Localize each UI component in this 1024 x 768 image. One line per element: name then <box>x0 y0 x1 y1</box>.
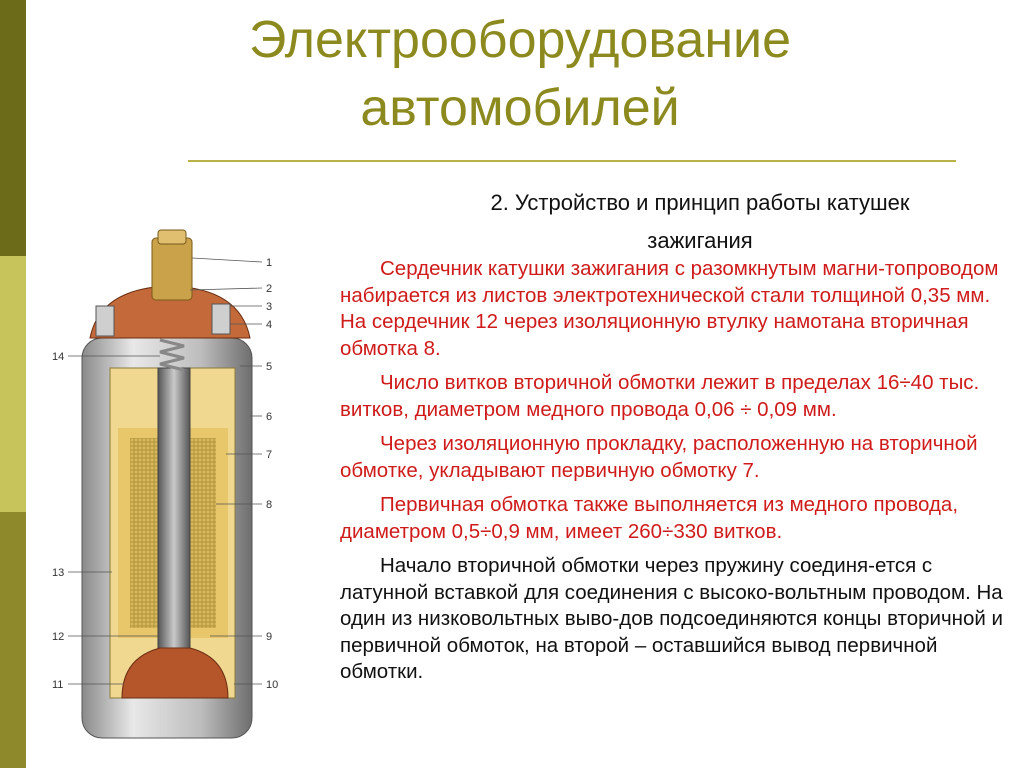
slide-body <box>340 256 1010 694</box>
paragraph-primary: Первичная обмотка также выполняется из медного провода, диаметром 0,5÷0,9 мм, имеет 260÷330 витков. <box>340 493 959 543</box>
label-4: 4 <box>266 319 273 331</box>
low-voltage-terminal-left <box>96 306 114 336</box>
subtitle-line-1: 2. Устройство и принцип работы катушек <box>490 190 910 215</box>
title-line-1: Электрооборудование <box>248 11 792 69</box>
slide-title <box>140 6 900 142</box>
label-8: 8 <box>266 499 273 511</box>
label-7: 7 <box>266 449 273 461</box>
side-strip-bottom <box>0 512 26 768</box>
low-voltage-terminal-right <box>212 304 230 334</box>
paragraph-turns: Число витков вторичной обмотки лежит в пределах 16÷40 тыс. витков, диаметром медного провода 0,06 ÷ 0,09 мм. <box>340 371 980 421</box>
ignition-coil-diagram <box>40 228 300 758</box>
side-strip-middle <box>0 256 26 512</box>
coil-core <box>158 368 190 688</box>
label-9: 9 <box>266 631 273 643</box>
label-12: 12 <box>52 631 65 643</box>
label-10: 10 <box>266 679 279 691</box>
label-11: 11 <box>52 679 64 691</box>
slide-subtitle <box>400 184 1000 260</box>
paragraph-insulation: Через изоляционную прокладку, расположенную на вторичной обмотке, укладывают первичную обмотку 7. <box>340 432 978 482</box>
subtitle-line-2: зажигания <box>647 228 753 253</box>
paragraph-connection: Начало вторичной обмотки через пружину соединя-ется с латунной вставкой для соединения с высоко-вольтным проводом. На один из низковольтных выво-дов подсоединяются концы вторичной и первичной обмоток, на второй – оставшийся вывод первичной обмотки. <box>340 554 1003 683</box>
label-14: 14 <box>52 351 65 363</box>
label-2: 2 <box>266 283 273 295</box>
side-strip-top <box>0 0 26 256</box>
label-6: 6 <box>266 411 273 423</box>
title-line-2: автомобилей <box>360 79 680 137</box>
label-13: 13 <box>52 567 65 579</box>
high-voltage-terminal <box>152 238 192 300</box>
paragraph-core: Сердечник катушки зажигания с разомкнутым магни-топроводом набирается из листов электротехнической стали толщиной 0,35 мм. На сердечник 12 через изоляционную втулку намотана вторичная обмотка 8. <box>340 257 999 360</box>
label-5: 5 <box>266 361 273 373</box>
label-3: 3 <box>266 301 273 313</box>
terminal-tip <box>158 230 186 244</box>
label-1: 1 <box>266 257 273 269</box>
title-divider <box>188 160 956 162</box>
